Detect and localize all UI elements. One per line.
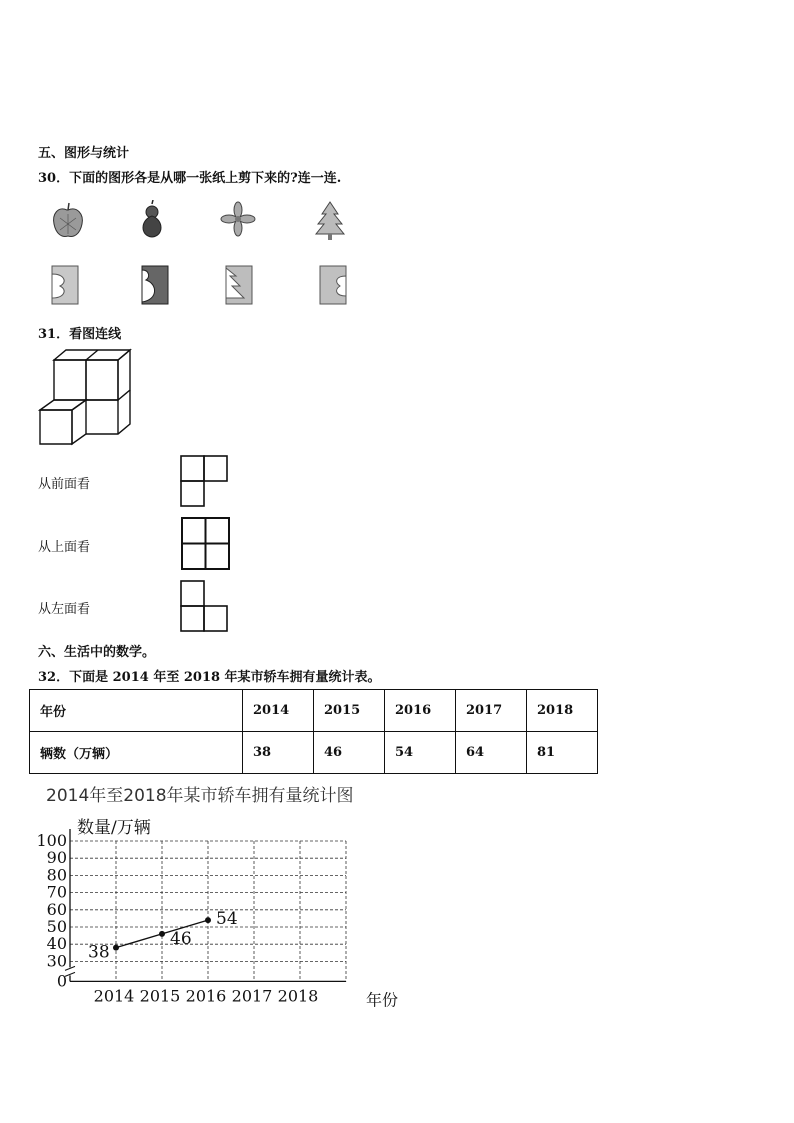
x-tick-label: 2018 [277,986,319,1006]
y-tick-label: 60 [46,899,67,919]
y-tick-label: 40 [46,934,67,954]
x-tick-label: 2016 [185,986,227,1006]
x-tick-label: 2015 [139,986,181,1006]
table-cell: 81 [527,732,598,774]
table-cell: 64 [456,732,527,774]
view-label-left: 从左面看 [38,602,91,617]
q30-shapes-row [50,200,350,242]
y-tick-label: 70 [46,882,67,902]
table-cell: 2014 [243,690,314,732]
x-axis-label: 年份 [366,990,399,1010]
y-tick-label: 0 [56,971,67,991]
table-cell: 38 [243,732,314,774]
y-tick-label: 100 [36,831,67,850]
table-cell: 辆数（万辆） [30,732,243,774]
table-row [30,690,598,732]
y-tick-label: 80 [46,865,67,885]
data-label: 46 [170,928,192,949]
view-label-front: 从前面看 [38,477,91,492]
question-32: 32．下面是 2014 年至 2018 年某市轿车拥有量统计表。 [38,670,381,685]
y-tick-label: 30 [46,951,67,971]
table-cell: 54 [385,732,456,774]
view-diagram-2 [181,517,231,571]
view-label-top: 从上面看 [38,540,91,555]
y-tick-label: 50 [46,917,67,936]
flower-icon [221,202,255,236]
paper-cut-gourd-half-icon [142,266,168,304]
paper-cut-tree-half-icon [226,266,252,304]
table-row [30,732,598,774]
question-31: 31．看图连线 [38,327,122,342]
stats-table [29,689,598,774]
chart-title: 2014年至2018年某市轿车拥有量统计图 [46,786,354,806]
data-label: 54 [216,909,238,930]
data-label: 38 [88,942,110,963]
paper-cut-apple-half-icon [52,266,78,304]
paper-cut-flower-half-icon [320,266,346,304]
table-cell: 年份 [30,690,243,732]
table-cell: 2018 [527,690,598,732]
gourd-icon [143,200,161,237]
section-title-6: 六、生活中的数学。 [38,645,156,660]
table-cell: 2015 [314,690,385,732]
section-title: 五、图形与统计 [38,146,130,161]
y-tick-label: 90 [46,848,67,868]
x-tick-label: 2014 [93,986,135,1006]
view-diagram-3 [180,580,230,634]
table-cell: 2016 [385,690,456,732]
data-point [205,917,211,923]
q30-papers-row [50,264,350,309]
x-tick-label: 2017 [231,986,273,1006]
cube-figure [38,348,133,448]
view-diagram-1 [180,455,230,508]
line-chart [20,810,400,1025]
question-30: 30．下面的图形各是从哪一张纸上剪下来的?连一连. [38,171,342,186]
apple-icon [54,203,83,237]
data-point [113,945,119,951]
table-cell: 2017 [456,690,527,732]
tree-icon [316,202,344,240]
data-point [159,931,165,937]
table-cell: 46 [314,732,385,774]
y-axis-label: 数量/万辆 [77,818,151,838]
